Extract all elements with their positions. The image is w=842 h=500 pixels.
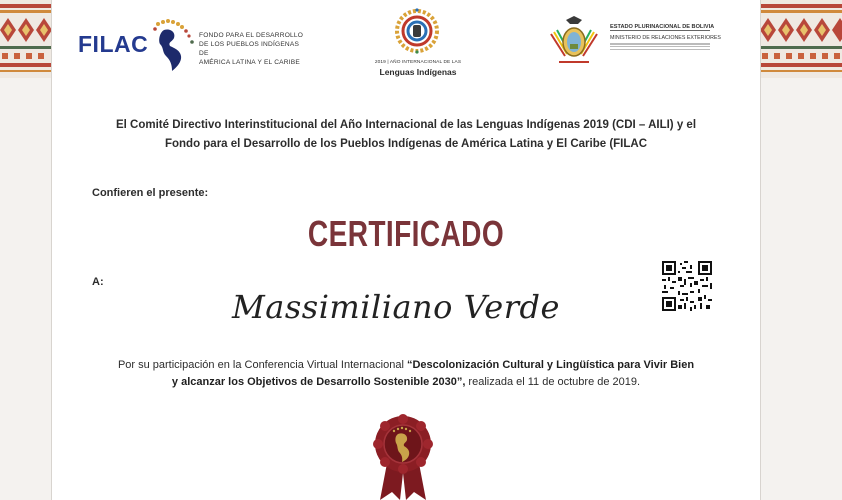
year-logo-title: Lenguas Indígenas [379,67,457,77]
heading-line: El Comité Directivo Interinstitucional del Año Internacional de las Lenguas Indígenas 2019 (CDI – AILI) y el [115,119,697,131]
filac-wordmark: FILAC [78,31,149,57]
conference-title-line1: “Descolonización Cultural y Lingüística para Vivir Bien [406,359,695,371]
right-decorative-border [760,0,842,500]
event-date-text: realizada el 11 de octubre de 2019. [465,376,641,388]
bolivia-divider [610,30,710,31]
filac-line: AMÉRICA LATINA Y EL CARIBE [199,59,300,66]
americas-map-icon [148,18,198,72]
filac-logo [78,18,308,74]
bolivia-ministry-logo [545,14,725,70]
year-logo-caption: 2019 | AÑO INTERNACIONAL DE LAS [374,60,462,65]
right-pattern-band [760,0,842,78]
description-intro: Por su participación en la Conferencia Virtual Internacional [117,359,407,371]
recipient-label: A: [92,276,104,288]
confer-statement: Confieren el presente: [92,187,209,199]
filac-line: FONDO PARA EL DESARROLLO [199,32,304,39]
conference-title-line2: y alcanzar los Objetivos de Desarrollo Sostenible 2030”, [171,376,466,388]
left-decorative-border [0,0,52,500]
participation-description [92,357,720,391]
bolivia-small-print [610,43,710,52]
certificate-page [52,0,760,500]
bolivia-ministry-name: MINISTERIO DE RELACIONES EXTERIORES [610,35,721,41]
heading-line: Fondo para el Desarrollo de los Pueblos Indígenas de América Latina y El Caribe (FILAC [164,138,648,150]
coat-of-arms-icon [545,14,603,70]
certificate-title: CERTIFICADO [307,213,505,254]
recipient-name: Massimiliano Verde [232,288,560,326]
bolivia-state-title: ESTADO PLURINACIONAL DE BOLIVIA [610,24,715,30]
international-year-logo [358,8,478,80]
issuing-organizations [52,116,760,154]
left-pattern-band [0,0,52,78]
filac-full-name [199,31,308,67]
qr-code [662,261,712,311]
wax-seal-ribbon-icon [370,414,436,500]
filac-line: DE LOS PUEBLOS INDÍGENAS DE [199,41,300,57]
year-emblem-icon [394,8,440,54]
